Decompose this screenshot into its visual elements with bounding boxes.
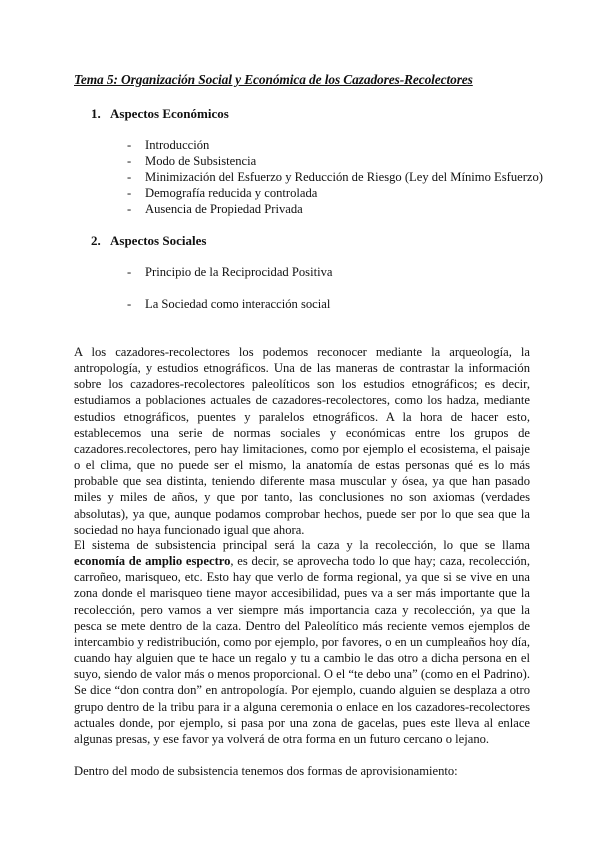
section-heading-social	[91, 233, 206, 249]
list-item	[127, 296, 330, 312]
bullet-marker: -	[127, 202, 132, 216]
paragraph-text: El sistema de subsistencia principal será la caza y la recolección, lo que se llama	[74, 538, 530, 552]
section-title: Aspectos Económicos	[110, 106, 229, 121]
section-number: 1.	[91, 106, 101, 121]
list-item-text: Demografía reducida y controlada	[145, 186, 318, 200]
list-item-text: Modo de Subsistencia	[145, 154, 257, 168]
list-item	[127, 185, 543, 201]
paragraph-subsistence	[74, 537, 530, 747]
list-item	[127, 264, 332, 280]
list-item	[127, 153, 543, 169]
bullet-marker: -	[127, 297, 132, 311]
paragraph-text: , es decir, se aprovecha todo lo que hay; caza, recolección, carroñeo, marisqueo, etc. Esto hay que verlo de forma regional, ya que si se vive en una zona donde el marisqueo tiene mayor accesibilidad, pues va a ser más importante que la recolección, pero vamos a ver siempre más importancia caza y recolección, ya que la pesca se mete dentro de la caza. Dentro del Paleolítico más reciente vemos ejemplos de intercambio y redistribución, como por ejemplo, por favores, o en un cumpleaños hoy día, cuando hay alguien que te hace un regalo y tu a cambio le das otro a dicha persona en el suyo, siendo de valor más o menos proporcional. O el “te debo una” (como en el Padrino). Se dice “don contra don” en antropología. Por ejemplo, cuando alguien se desplaza a otro grupo dentro de la tribu para ir a alguna ceremonia o enlace en los cazadores-recolectores actuales donde, por ejemplo, si pasa por una zona de gacelas, pues este lleva al enlace algunas presas, y ese favor ya volverá de otra forma en un futuro cercano o lejano.	[74, 554, 531, 746]
section-title: Aspectos Sociales	[110, 233, 207, 248]
bullet-marker: -	[127, 138, 132, 152]
social-topics-list	[127, 264, 332, 280]
section-heading-economic	[91, 106, 229, 122]
list-item	[127, 169, 543, 185]
list-item-text: Introducción	[145, 138, 210, 152]
bullet-marker: -	[127, 154, 132, 168]
key-term: economía de amplio espectro	[74, 554, 231, 569]
social-topics-list-continued	[127, 296, 330, 312]
section-number: 2.	[91, 233, 101, 248]
list-item	[127, 201, 543, 217]
list-item-text: La Sociedad como interacción social	[145, 297, 331, 311]
list-item-text: Ausencia de Propiedad Privada	[145, 202, 303, 216]
page-title: Tema 5: Organización Social y Económica de los Cazadores-Recolectores	[74, 72, 473, 87]
bullet-marker: -	[127, 170, 132, 184]
bullet-marker: -	[127, 265, 132, 279]
bullet-marker: -	[127, 186, 132, 200]
paragraph-provisioning: Dentro del modo de subsistencia tenemos dos formas de aprovisionamiento:	[74, 764, 458, 778]
list-item-text: Minimización del Esfuerzo y Reducción de Riesgo (Ley del Mínimo Esfuerzo)	[145, 170, 543, 184]
economic-topics-list	[127, 137, 543, 217]
list-item	[127, 137, 543, 153]
list-item-text: Principio de la Reciprocidad Positiva	[145, 265, 333, 279]
paragraph-intro: A los cazadores-recolectores los podemos reconocer mediante la arqueología, la antropología, y estudios etnográficos. Una de las maneras de contrastar la información sobre los cazadores-recolectores paleolíticos son los estudios etnográficos; es decir, estudiamos a poblaciones actuales de cazadores-recolectores, como los hadza, mediante estudios etnográficos, puentes y paralelos etnográficos. A la hora de hacer esto, establecemos una serie de normas sociales y económicas entre los grupos de cazadores.recolectores, pero hay limitaciones, como por ejemplo el ecosistema, el paisaje o el clima, que no puede ser el mismo, la anatomía de estas personas qué es lo más probable que sea distinta, teniendo diferente masa muscular y ósea, ya que han pasado miles y miles de años, y que por tanto, las conclusiones no son axiomas (verdades absolutas), ya que, aunque podamos comprobar hechos, puede ser por lo que sea que la sociedad no haya funcionado igual que ahora.	[74, 345, 530, 537]
